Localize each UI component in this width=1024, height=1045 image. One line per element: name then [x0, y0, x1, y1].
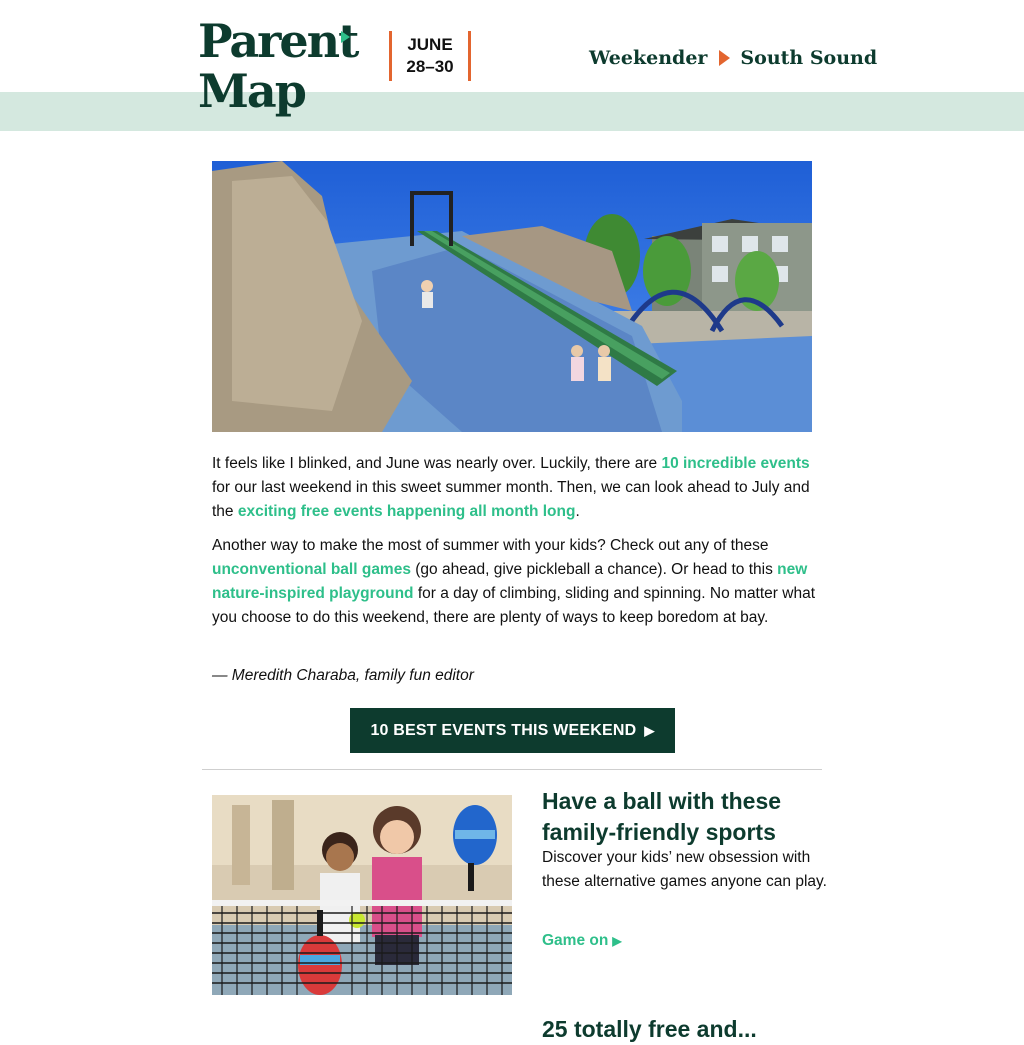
intro-paragraph-1 [212, 452, 817, 524]
logo-line-2: Map [198, 64, 305, 118]
issue-days: 28–30 [406, 57, 454, 76]
intro-text: . [575, 503, 580, 520]
breadcrumb-south-sound: South Sound [740, 47, 878, 69]
next-article-title[interactable]: 25 totally free and... [542, 1016, 757, 1042]
play-triangle-icon: ▶ [612, 934, 622, 948]
intro-paragraph-2 [212, 534, 817, 630]
editor-signature: — Meredith Charaba, family fun editor [212, 667, 474, 684]
link-free-events-july[interactable]: exciting free events happening all month long [237, 503, 576, 520]
playground-illustration [212, 161, 812, 432]
article-image-pickleball[interactable] [212, 795, 512, 995]
issue-month: JUNE [407, 35, 453, 54]
intro-text: Another way to make the most of summer with your kids? Check out any of these [212, 537, 769, 554]
breadcrumb-weekender: Weekender [589, 47, 708, 69]
article-read-more-link[interactable] [542, 929, 622, 953]
intro-text: (go ahead, give pickleball a chance). Or head to this [410, 561, 778, 578]
issue-date [389, 31, 471, 81]
intro-text: It feels like I blinked, and June was nearly over. Luckily, there are [212, 455, 662, 472]
intro-text: for a day of climbing, sliding and spinning. No matter what you choose to do this weekend, there are plenty of ways to keep boredom at bay. [212, 585, 816, 626]
logo-line-1: Parent [198, 14, 358, 68]
best-events-cta-button[interactable] [350, 708, 675, 753]
section-divider [202, 769, 822, 770]
article-description: Discover your kids’ new obsession with these alternative games anyone can play. [542, 849, 827, 890]
link-nature-inspired-playground[interactable]: new nature-inspired playground [212, 561, 808, 602]
breadcrumb-arrow-icon [719, 50, 730, 66]
parentmap-logo[interactable] [198, 16, 358, 116]
pickleball-illustration [212, 795, 512, 995]
hero-image-playground[interactable] [212, 161, 812, 432]
logo-triangle-icon [341, 31, 350, 43]
link-unconventional-ball-games[interactable]: unconventional ball games [212, 561, 411, 578]
article-title[interactable]: Have a ball with these family-friendly sports [542, 788, 782, 845]
article-link-label: Game on [542, 932, 609, 949]
intro-text: for our last weekend in this sweet summer month. Then, we can look ahead to July and the [212, 479, 810, 520]
newsletter-header [0, 0, 1024, 131]
link-10-incredible-events[interactable]: 10 incredible events [661, 455, 810, 472]
play-triangle-icon: ▶ [644, 722, 655, 738]
breadcrumb [589, 44, 877, 72]
cta-label: 10 BEST EVENTS THIS WEEKEND [370, 721, 637, 739]
